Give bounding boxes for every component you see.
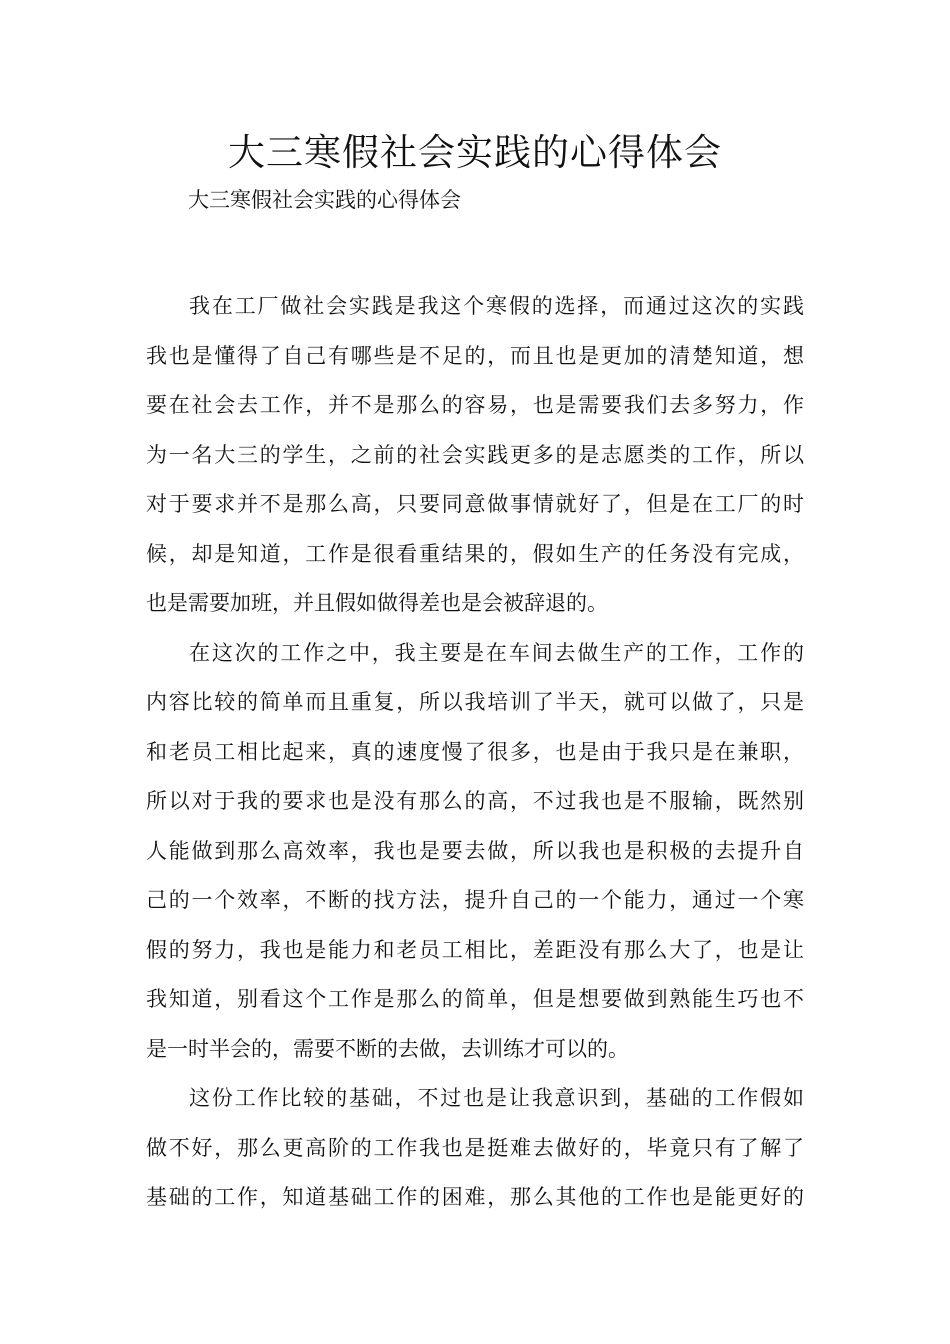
text-line: 对于要求并不是那么高，只要同意做事情就好了，但是在工厂的时 [146,492,804,516]
text-line: 假的努力，我也是能力和老员工相比，差距没有那么大了，也是让 [146,937,804,962]
document-subtitle: 大三寒假社会实践的心得体会 [188,188,461,212]
text-line: 是一时半会的，需要不断的去做，去训练才可以的。 [146,1036,629,1061]
text-line: 要在社会去工作，并不是那么的容易，也是需要我们去多努力，作 [146,393,804,417]
text-line: 我知道，别看这个工作是那么的简单，但是想要做到熟能生巧也不 [146,987,804,1011]
text-line: 我也是懂得了自己有哪些是不足的，而且也是更加的清楚知道，想 [146,343,804,368]
text-line: 人能做到那么高效率，我也是要去做，所以我也是积极的去提升自 [146,838,804,863]
text-line: 和老员工相比起来，真的速度慢了很多，也是由于我只是在兼职， [146,739,804,764]
text-line: 基础的工作，知道基础工作的困难，那么其他的工作也是能更好的 [146,1185,804,1209]
text-line: 我在工厂做社会实践是我这个寒假的选择，而通过这次的实践 [189,294,804,318]
paragraph-2 [146,629,804,1075]
document-body [146,282,804,1223]
document-title: 大三寒假社会实践的心得体会 [228,131,722,174]
text-line: 为一名大三的学生，之前的社会实践更多的是志愿类的工作，所以 [146,442,804,467]
paragraph-1 [146,282,804,629]
text-line: 做不好，那么更高阶的工作我也是挺难去做好的，毕竟只有了解了 [146,1135,804,1160]
text-line: 也是需要加班，并且假如做得差也是会被辞退的。 [146,591,608,615]
text-line: 己的一个效率，不断的找方法，提升自己的一个能力，通过一个寒 [146,888,804,912]
text-line: 所以对于我的要求也是没有那么的高，不过我也是不服输，既然别 [146,789,804,813]
paragraph-3 [146,1074,804,1223]
text-line: 这份工作比较的基础，不过也是让我意识到，基础的工作假如 [189,1086,804,1110]
text-line: 在这次的工作之中，我主要是在车间去做生产的工作，工作的 [189,640,804,665]
text-line: 内容比较的简单而且重复，所以我培训了半天，就可以做了，只是 [146,690,804,714]
text-line: 候，却是知道，工作是很看重结果的，假如生产的任务没有完成， [146,541,804,566]
